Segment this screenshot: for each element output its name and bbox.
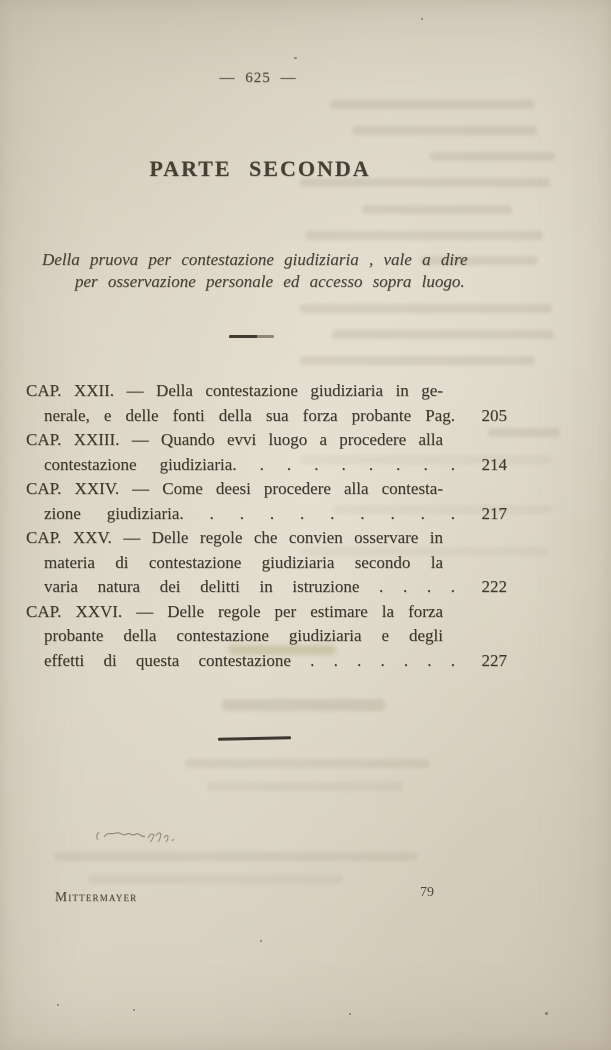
toc-line-text: CAP. XXIV. — Come deesi procedere alla contesta- (26, 479, 443, 498)
toc-line (26, 404, 507, 429)
toc-line (26, 600, 443, 625)
bleedthrough-mark (88, 875, 343, 884)
printer-signature: Mittermayer (55, 889, 138, 904)
part-subtitle-line1: Della pruova per contestazione giudiziaria , vale a dire (42, 250, 468, 269)
paper-speck (545, 1012, 548, 1015)
bleedthrough-mark (305, 231, 543, 240)
toc-line (26, 379, 443, 404)
bleedthrough-mark (55, 852, 417, 861)
closing-rule (218, 736, 291, 740)
toc-page-number: 205 (481, 405, 507, 425)
paper-speck (57, 1004, 59, 1006)
toc-page-number: 217 (481, 503, 507, 523)
paper-speck (421, 18, 423, 20)
toc-page-number: 214 (481, 454, 507, 474)
bleedthrough-mark (222, 699, 385, 711)
handwritten-mark (92, 826, 182, 848)
toc-line (26, 649, 507, 674)
toc-line (26, 575, 507, 600)
toc-line-text: CAP. XXVI. — Delle regole per estimare la forza (26, 601, 443, 621)
toc-line-text: effetti di questa contestazione . . . . . . . (44, 650, 455, 670)
paper-speck (349, 1013, 351, 1015)
section-divider (229, 335, 274, 338)
paper-speck (294, 57, 297, 59)
toc-line (26, 477, 443, 502)
page-number: — 625 — (219, 70, 297, 86)
bleedthrough-mark (185, 759, 430, 768)
toc-line-text: probante della contestazione giudiziaria e degli (44, 626, 443, 645)
toc-line (26, 624, 443, 649)
paper-speck (133, 1009, 135, 1011)
toc-line-text: materia di contestazione giudiziaria secondo la (44, 552, 443, 572)
bleedthrough-mark (300, 304, 552, 313)
toc-line (26, 551, 443, 576)
toc-line-text: contestazione giudiziaria. . . . . . . . . (44, 454, 455, 474)
sheet-number: 79 (420, 885, 434, 900)
bleedthrough-mark (330, 100, 535, 109)
bleedthrough-mark (300, 356, 535, 365)
toc-line (26, 453, 507, 478)
part-title: PARTE SECONDA (149, 156, 371, 181)
paper-speck (260, 940, 262, 942)
bleedthrough-mark (362, 205, 512, 214)
toc-line-text: nerale, e delle fonti della sua forza probante Pag. (44, 405, 455, 425)
bleedthrough-mark (207, 782, 403, 791)
table-of-contents (26, 379, 507, 673)
toc-line (26, 526, 443, 551)
toc-page-number: 222 (481, 577, 507, 596)
toc-line-text: CAP. XXIII. — Quando evvi luogo a procedere alla (26, 430, 443, 449)
toc-line (26, 502, 507, 527)
toc-page-number: 227 (481, 650, 507, 670)
toc-line-text: CAP. XXV. — Delle regole che convien osservare in (26, 528, 443, 547)
bleedthrough-mark (332, 330, 554, 339)
toc-line-text: varia natura dei delitti in istruzione . . . . (44, 577, 455, 596)
toc-line-text: CAP. XXII. — Della contestazione giudiziaria in ge- (26, 381, 443, 400)
bleedthrough-mark (352, 126, 537, 135)
toc-line (26, 428, 443, 453)
toc-line-text: zione giudiziaria. . . . . . . . . . (44, 503, 455, 523)
part-subtitle-line2: per osservazione personale ed accesso sopra luogo. (75, 272, 465, 291)
